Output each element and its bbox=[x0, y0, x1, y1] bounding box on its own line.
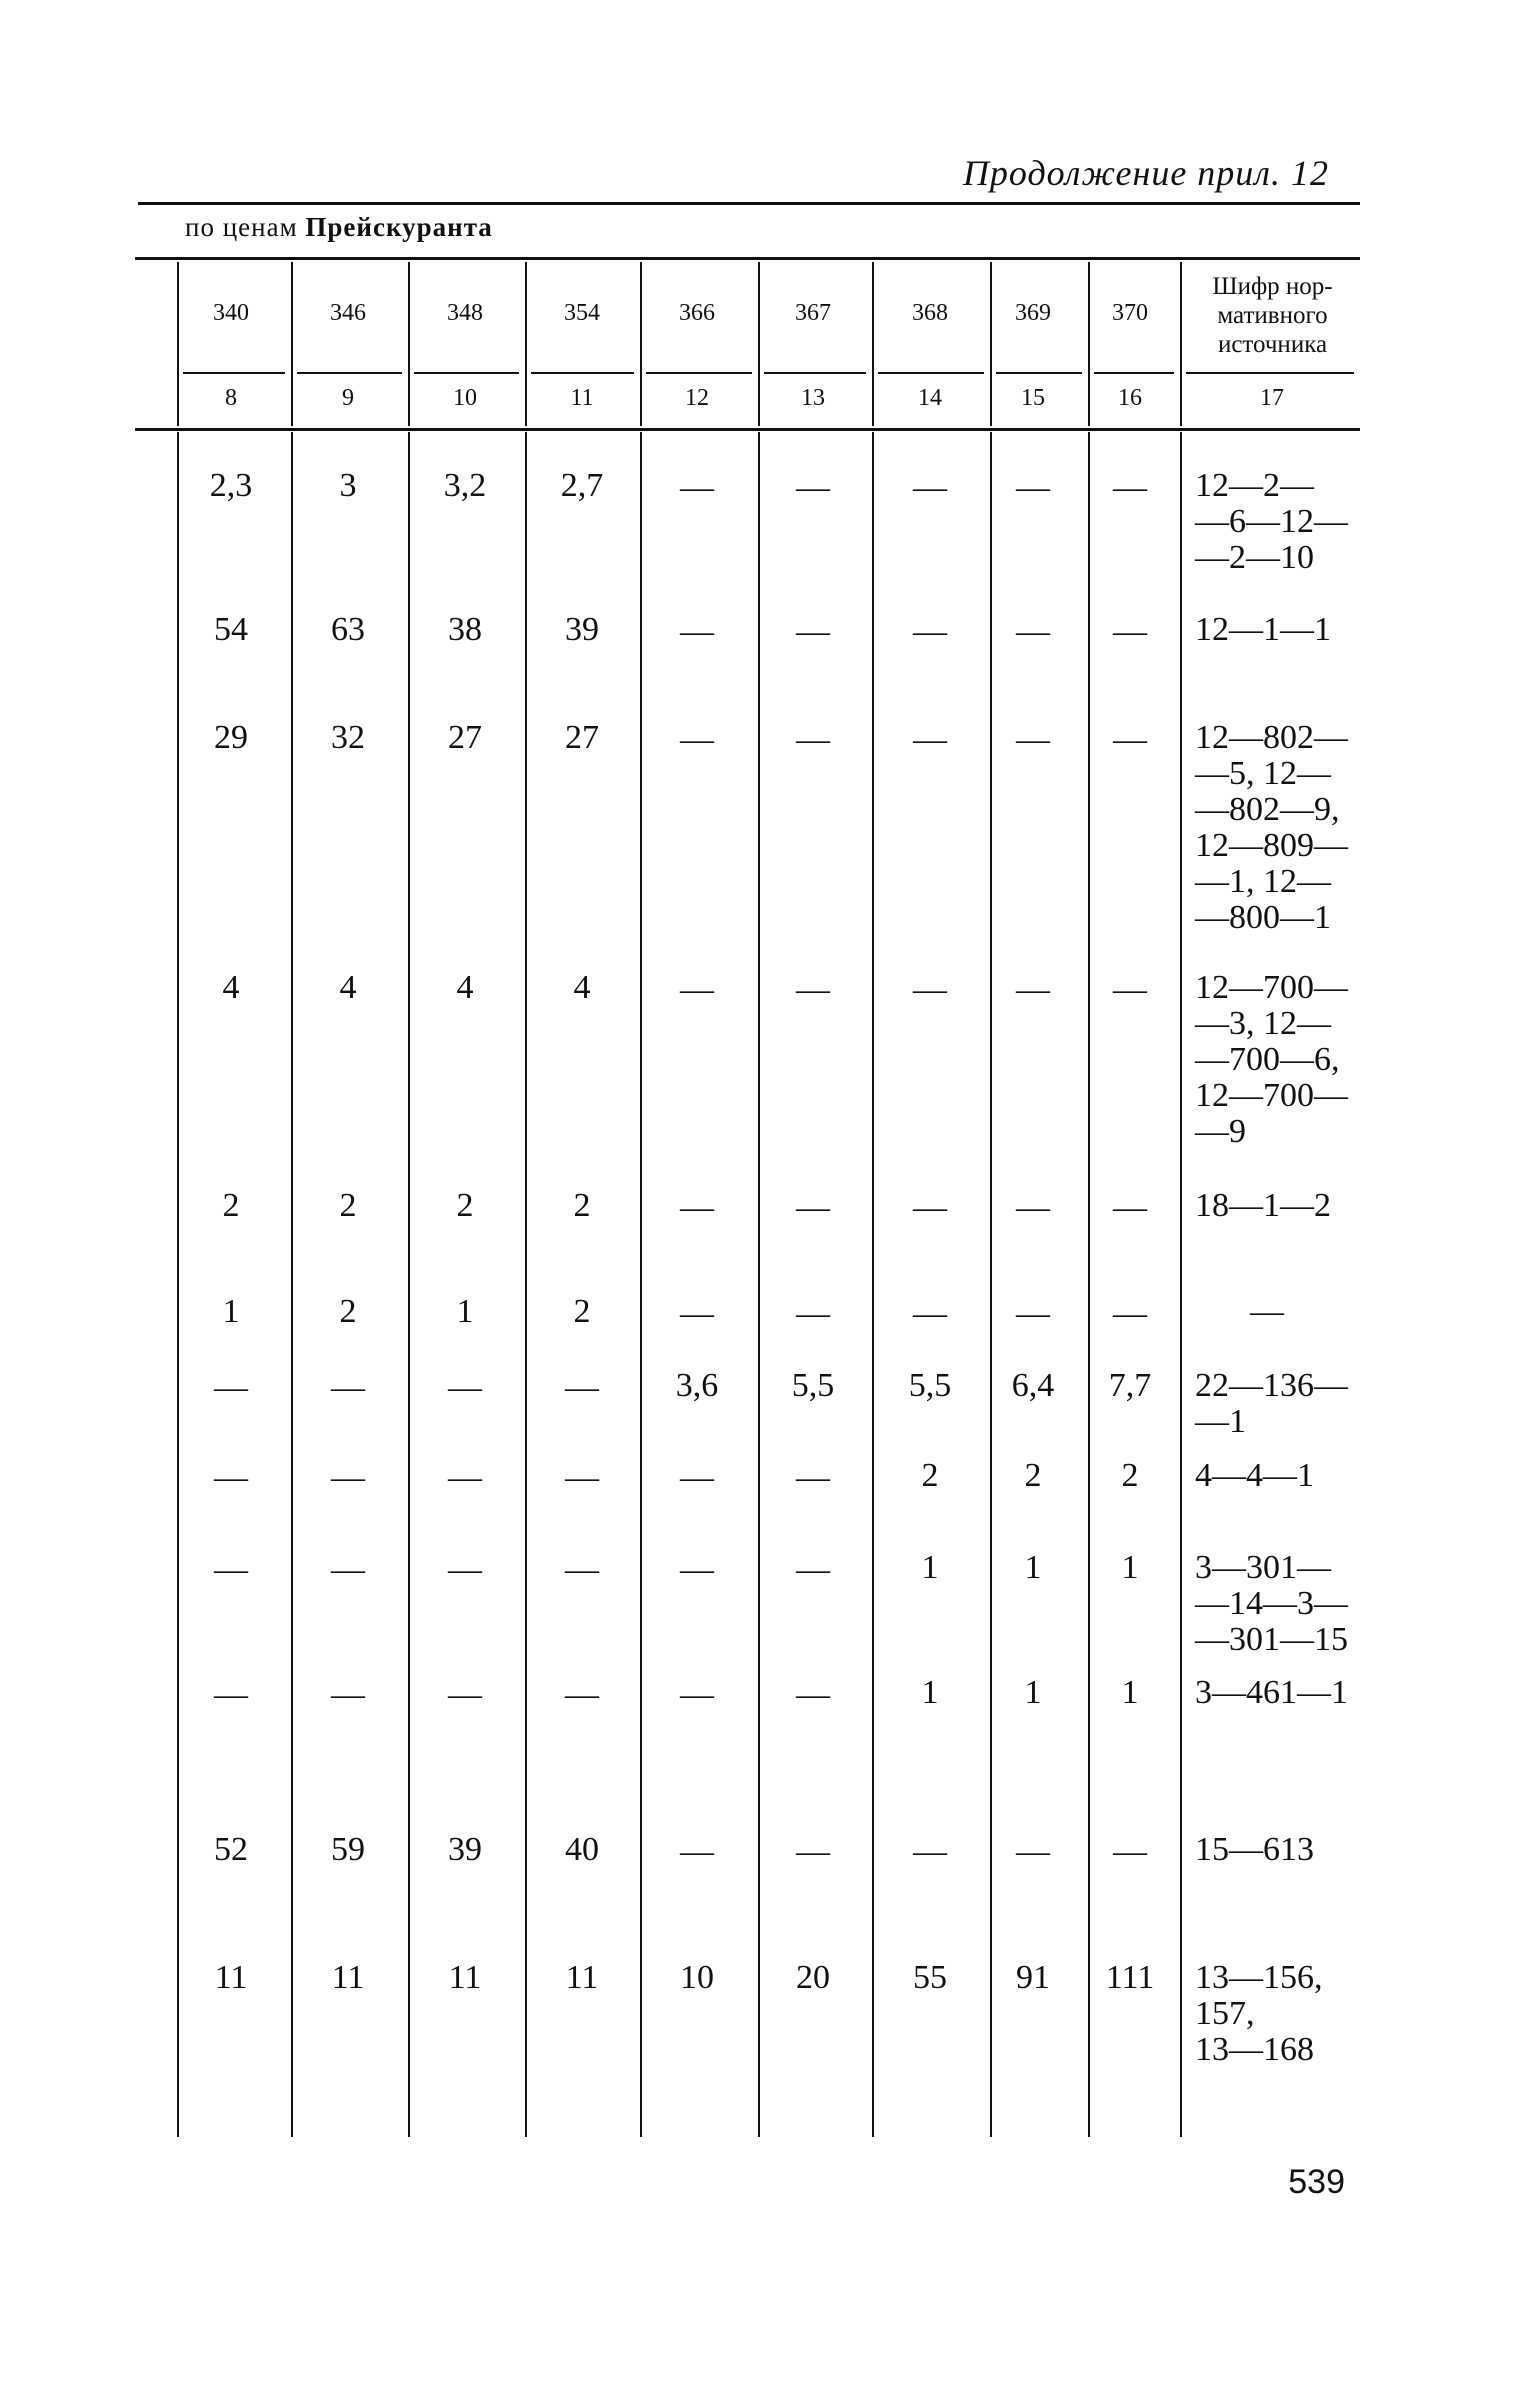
table-cell: — bbox=[214, 1551, 248, 1588]
table-cell: 40 bbox=[565, 1831, 599, 1868]
body-column-line bbox=[758, 432, 760, 2137]
table-cell: — bbox=[1113, 1833, 1147, 1870]
table-cell: 10 bbox=[680, 1959, 714, 1996]
table-cell: — bbox=[1113, 469, 1147, 506]
table-cell: 63 bbox=[331, 611, 365, 648]
body-column-line bbox=[408, 432, 410, 2137]
header-column-number: 17 bbox=[1260, 385, 1284, 411]
table-cell: 39 bbox=[448, 1831, 482, 1868]
table-cell: 4 bbox=[222, 969, 240, 1006]
table-cell: 1 bbox=[222, 1293, 240, 1330]
header-column-number: 12 bbox=[685, 385, 709, 411]
source-code: — bbox=[1250, 1293, 1284, 1330]
table-cell: 11 bbox=[214, 1959, 248, 1996]
table-cell: — bbox=[680, 1833, 714, 1870]
table-cell: — bbox=[680, 469, 714, 506]
table-cell: 2,7 bbox=[560, 467, 604, 504]
table-cell: — bbox=[680, 1459, 714, 1496]
page-number: 539 bbox=[1288, 2163, 1345, 2201]
table-cell: — bbox=[680, 1295, 714, 1332]
header-code: 366 bbox=[679, 300, 715, 326]
header-bottom-rule bbox=[135, 428, 1360, 431]
header-code: 368 bbox=[912, 300, 948, 326]
table-cell: — bbox=[796, 613, 830, 650]
table-cell: 2 bbox=[339, 1187, 357, 1224]
table-cell: — bbox=[214, 1676, 248, 1713]
table-cell: — bbox=[680, 721, 714, 758]
body-column-line bbox=[640, 432, 642, 2137]
source-code: 12—1—1 bbox=[1195, 611, 1331, 648]
table-cell: — bbox=[796, 1189, 830, 1226]
table-cell: 1 bbox=[1121, 1549, 1139, 1586]
table-cell: — bbox=[1113, 971, 1147, 1008]
body-column-line bbox=[291, 432, 293, 2137]
table-cell: — bbox=[331, 1551, 365, 1588]
table-cell: 2 bbox=[573, 1187, 591, 1224]
header-code: 369 bbox=[1015, 300, 1051, 326]
table-cell: 29 bbox=[214, 719, 248, 756]
table-cell: 1 bbox=[1024, 1549, 1042, 1586]
header-column-number: 14 bbox=[918, 385, 942, 411]
table-cell: — bbox=[913, 971, 947, 1008]
source-code: 12—2— —6—12— —2—10 bbox=[1195, 467, 1348, 576]
table-cell: 3,2 bbox=[443, 467, 487, 504]
table-cell: 1 bbox=[921, 1674, 939, 1711]
table-cell: — bbox=[1113, 1295, 1147, 1332]
table-cell: — bbox=[796, 1459, 830, 1496]
table-cell: 1 bbox=[1024, 1674, 1042, 1711]
header-divider bbox=[646, 372, 752, 374]
table-cell: — bbox=[796, 1295, 830, 1332]
header-column-number: 13 bbox=[801, 385, 825, 411]
header-divider bbox=[996, 372, 1082, 374]
table-cell: — bbox=[1113, 1189, 1147, 1226]
header-column-number: 11 bbox=[570, 385, 594, 411]
table-cell: 4 bbox=[573, 969, 591, 1006]
table-cell: — bbox=[913, 1833, 947, 1870]
table-cell: 4 bbox=[339, 969, 357, 1006]
source-code: 18—1—2 bbox=[1195, 1187, 1331, 1224]
table-cell: — bbox=[913, 721, 947, 758]
header-column-line bbox=[408, 262, 410, 426]
table-cell: 52 bbox=[214, 1831, 248, 1868]
table-cell: 59 bbox=[331, 1831, 365, 1868]
table-cell: 2 bbox=[921, 1457, 939, 1494]
header-column-number: 16 bbox=[1118, 385, 1142, 411]
table-cell: — bbox=[680, 1676, 714, 1713]
header-column-number: 15 bbox=[1021, 385, 1045, 411]
header-divider bbox=[1094, 372, 1174, 374]
source-code: 22—136— —1 bbox=[1195, 1367, 1348, 1440]
header-code: 367 bbox=[795, 300, 831, 326]
table-cell: — bbox=[1113, 721, 1147, 758]
table-cell: — bbox=[913, 1295, 947, 1332]
source-code: 3—461—1 bbox=[1195, 1674, 1348, 1711]
table-cell: — bbox=[1016, 1189, 1050, 1226]
table-cell: — bbox=[331, 1459, 365, 1496]
table-cell: 2 bbox=[1121, 1457, 1139, 1494]
table-cell: 11 bbox=[565, 1959, 599, 1996]
table-cell: 39 bbox=[565, 611, 599, 648]
caption-bold: Прейскуранта bbox=[305, 212, 493, 242]
table-cell: 3 bbox=[339, 467, 357, 504]
table-cell: 2 bbox=[222, 1187, 240, 1224]
table-cell: 5,5 bbox=[791, 1367, 835, 1404]
header-code: 348 bbox=[447, 300, 483, 326]
table-cell: 1 bbox=[1121, 1674, 1139, 1711]
table-cell: 55 bbox=[913, 1959, 947, 1996]
header-divider bbox=[764, 372, 866, 374]
table-cell: 91 bbox=[1016, 1959, 1050, 1996]
table-cell: — bbox=[913, 1189, 947, 1226]
caption-prefix: по ценам bbox=[185, 212, 306, 242]
body-column-line bbox=[177, 432, 179, 2137]
table-cell: — bbox=[796, 1676, 830, 1713]
header-divider bbox=[297, 372, 402, 374]
header-shifr: Шифр нор- мативного источника bbox=[1212, 273, 1333, 358]
table-cell: — bbox=[448, 1369, 482, 1406]
body-column-line bbox=[525, 432, 527, 2137]
table-cell: 38 bbox=[448, 611, 482, 648]
table-cell: — bbox=[1016, 1833, 1050, 1870]
table-cell: 27 bbox=[448, 719, 482, 756]
source-code: 3—301— —14—3— —301—15 bbox=[1195, 1549, 1348, 1658]
table-cell: — bbox=[680, 971, 714, 1008]
table-cell: 1 bbox=[456, 1293, 474, 1330]
table-cell: — bbox=[1016, 721, 1050, 758]
header-top-rule bbox=[135, 257, 1360, 260]
header-column-line bbox=[525, 262, 527, 426]
table-cell: 4 bbox=[456, 969, 474, 1006]
table-cell: — bbox=[565, 1459, 599, 1496]
top-rule bbox=[138, 202, 1360, 205]
table-cell: 3,6 bbox=[675, 1367, 719, 1404]
table-cell: — bbox=[796, 1833, 830, 1870]
table-cell: — bbox=[796, 971, 830, 1008]
table-cell: 27 bbox=[565, 719, 599, 756]
source-code: 15—613 bbox=[1195, 1831, 1314, 1868]
header-column-number: 8 bbox=[225, 385, 237, 411]
table-cell: 2 bbox=[1024, 1457, 1042, 1494]
table-cell: 54 bbox=[214, 611, 248, 648]
header-column-number: 9 bbox=[342, 385, 354, 411]
table-cell: — bbox=[448, 1551, 482, 1588]
header-code: 370 bbox=[1112, 300, 1148, 326]
header-divider bbox=[1186, 372, 1354, 374]
table-cell: — bbox=[1113, 613, 1147, 650]
table-cell: — bbox=[331, 1369, 365, 1406]
table-cell: — bbox=[796, 1551, 830, 1588]
table-cell: — bbox=[796, 721, 830, 758]
body-column-line bbox=[1180, 432, 1182, 2137]
table-cell: — bbox=[680, 1189, 714, 1226]
table-cell: 5,5 bbox=[908, 1367, 952, 1404]
table-cell: — bbox=[1016, 469, 1050, 506]
table-cell: 111 bbox=[1105, 1959, 1155, 1996]
header-code: 354 bbox=[564, 300, 600, 326]
table-cell: — bbox=[331, 1676, 365, 1713]
source-code: 12—700— —3, 12— —700—6, 12—700— —9 bbox=[1195, 969, 1348, 1150]
table-cell: — bbox=[214, 1459, 248, 1496]
table-cell: — bbox=[1016, 613, 1050, 650]
table-cell: — bbox=[680, 1551, 714, 1588]
table-cell: — bbox=[796, 469, 830, 506]
table-cell: 2 bbox=[456, 1187, 474, 1224]
header-divider bbox=[414, 372, 519, 374]
header-code: 346 bbox=[330, 300, 366, 326]
table-cell: — bbox=[565, 1551, 599, 1588]
table-cell: — bbox=[565, 1676, 599, 1713]
table-cell: — bbox=[1016, 971, 1050, 1008]
table-cell: — bbox=[448, 1459, 482, 1496]
table-cell: 11 bbox=[448, 1959, 482, 1996]
table-cell: — bbox=[448, 1676, 482, 1713]
source-code: 4—4—1 bbox=[1195, 1457, 1314, 1494]
table-cell: 11 bbox=[331, 1959, 365, 1996]
table-cell: 2 bbox=[339, 1293, 357, 1330]
running-head: Продолжение прил. 12 bbox=[962, 153, 1329, 193]
table-cell: 2,3 bbox=[209, 467, 253, 504]
body-column-line bbox=[872, 432, 874, 2137]
table-cell: — bbox=[913, 469, 947, 506]
table-cell: — bbox=[913, 613, 947, 650]
header-column-line bbox=[872, 262, 874, 426]
header-column-line bbox=[291, 262, 293, 426]
table-caption bbox=[185, 212, 493, 243]
header-divider bbox=[878, 372, 984, 374]
header-column-line bbox=[640, 262, 642, 426]
source-code: 12—802— —5, 12— —802—9, 12—809— —1, 12— —800—1 bbox=[1195, 719, 1348, 936]
table-cell: — bbox=[1016, 1295, 1050, 1332]
table-cell: 2 bbox=[573, 1293, 591, 1330]
table-cell: 6,4 bbox=[1011, 1367, 1055, 1404]
table-cell: 20 bbox=[796, 1959, 830, 1996]
body-column-line bbox=[990, 432, 992, 2137]
body-column-line bbox=[1088, 432, 1090, 2137]
header-code: 340 bbox=[213, 300, 249, 326]
header-divider bbox=[183, 372, 285, 374]
table-cell: 7,7 bbox=[1108, 1367, 1152, 1404]
table-cell: 1 bbox=[921, 1549, 939, 1586]
table-cell: — bbox=[565, 1369, 599, 1406]
table-cell: — bbox=[680, 613, 714, 650]
header-divider bbox=[531, 372, 634, 374]
table-cell: 32 bbox=[331, 719, 365, 756]
table-cell: — bbox=[214, 1369, 248, 1406]
source-code: 13—156, 157, 13—168 bbox=[1195, 1959, 1323, 2068]
header-column-number: 10 bbox=[453, 385, 477, 411]
